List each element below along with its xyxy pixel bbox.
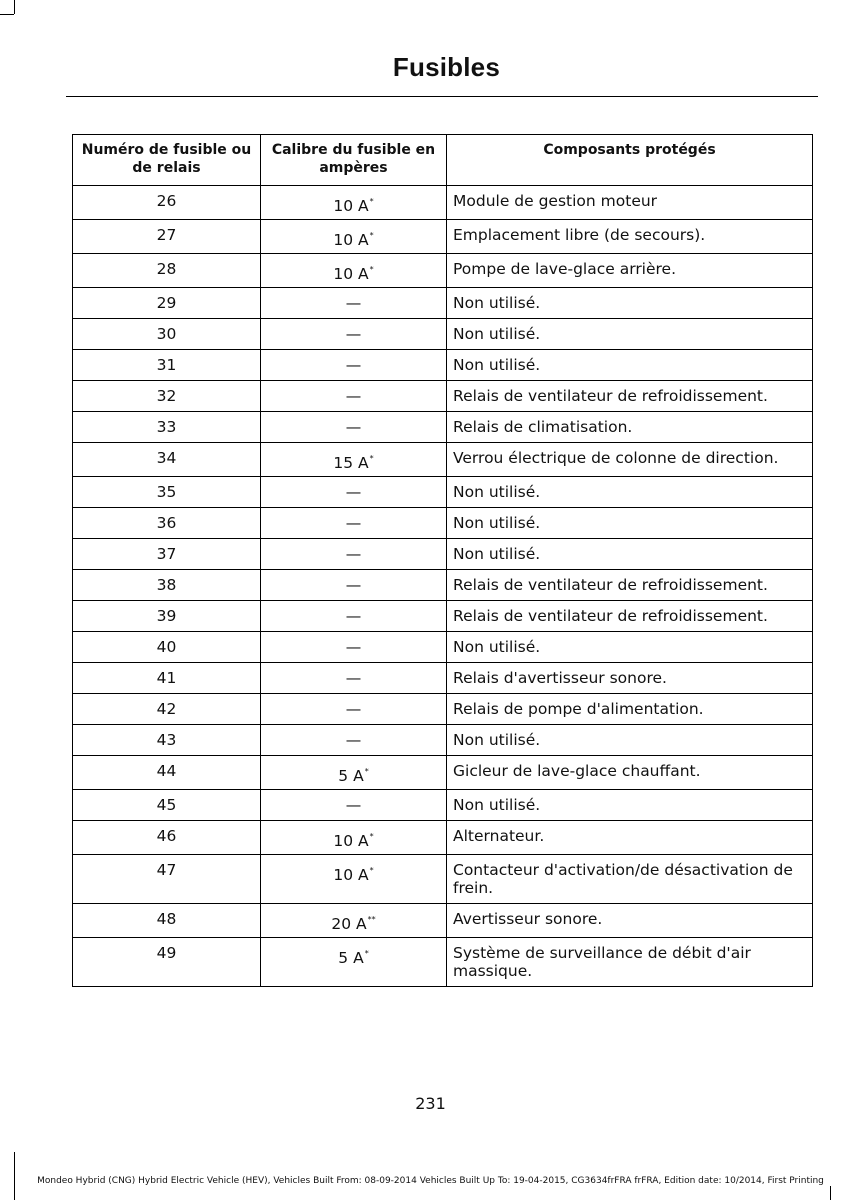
fuse-rating-cell [261, 904, 447, 938]
fuse-number-cell: 27 [73, 220, 261, 254]
table-row [73, 570, 813, 601]
fuse-rating-cell [261, 821, 447, 855]
fuse-number-cell: 41 [73, 663, 261, 694]
footnote-mark: * [369, 832, 374, 841]
fuse-rating-value: 5 A [338, 767, 364, 785]
protected-component-cell: Non utilisé. [447, 508, 813, 539]
fuse-rating-value: — [345, 325, 362, 343]
fuse-rating-value: 10 A [333, 197, 369, 215]
fuse-rating-value: — [345, 796, 362, 814]
fuse-rating-value: 10 A [333, 832, 369, 850]
fuse-rating-cell [261, 412, 447, 443]
protected-component-cell: Relais de climatisation. [447, 412, 813, 443]
table-row [73, 319, 813, 350]
fuse-rating-cell [261, 508, 447, 539]
fuse-number-cell: 39 [73, 601, 261, 632]
protected-component-cell: Verrou électrique de colonne de direction. [447, 443, 813, 477]
fuse-number-cell: 31 [73, 350, 261, 381]
protected-component-cell: Alternateur. [447, 821, 813, 855]
fuse-number-cell: 42 [73, 694, 261, 725]
fuse-rating-value: — [345, 731, 362, 749]
footnote-mark: ** [367, 915, 376, 924]
fuse-number-cell: 43 [73, 725, 261, 756]
table-header-row [73, 135, 813, 186]
fuse-rating-cell [261, 632, 447, 663]
protected-component-cell: Non utilisé. [447, 632, 813, 663]
fuse-rating-cell [261, 663, 447, 694]
table-row [73, 539, 813, 570]
fuse-rating-cell [261, 601, 447, 632]
fuse-rating-value: — [345, 607, 362, 625]
header-fuse-number: Numéro de fusible ou de relais [73, 135, 261, 186]
fuse-number-cell: 30 [73, 319, 261, 350]
fuse-number-cell: 35 [73, 477, 261, 508]
fuse-rating-value: — [345, 294, 362, 312]
fuse-rating-value: — [345, 576, 362, 594]
fuse-rating-cell [261, 855, 447, 904]
table-row [73, 412, 813, 443]
fuse-rating-cell [261, 220, 447, 254]
fuse-rating-cell [261, 477, 447, 508]
table-row [73, 186, 813, 220]
protected-component-cell: Relais d'avertisseur sonore. [447, 663, 813, 694]
protected-component-cell: Non utilisé. [447, 288, 813, 319]
crop-mark-bottom-right-v [830, 1186, 831, 1200]
fuse-rating-value: 10 A [333, 866, 369, 884]
fuse-table [72, 134, 813, 987]
table-row [73, 855, 813, 904]
crop-mark-top-left-v [14, 0, 15, 14]
table-row [73, 663, 813, 694]
fuse-rating-cell [261, 756, 447, 790]
fuse-rating-value: — [345, 514, 362, 532]
protected-component-cell: Relais de ventilateur de refroidissement. [447, 381, 813, 412]
table-row [73, 443, 813, 477]
table-row [73, 220, 813, 254]
protected-component-cell: Emplacement libre (de secours). [447, 220, 813, 254]
fuse-number-cell: 37 [73, 539, 261, 570]
fuse-number-cell: 36 [73, 508, 261, 539]
footnote-mark: * [369, 866, 374, 875]
protected-component-cell: Système de surveillance de débit d'air massique. [447, 938, 813, 987]
table-row [73, 508, 813, 539]
fuse-number-cell: 40 [73, 632, 261, 663]
fuse-number-cell: 32 [73, 381, 261, 412]
table-row [73, 288, 813, 319]
fuse-number-cell: 38 [73, 570, 261, 601]
fuse-table-body [73, 186, 813, 987]
protected-component-cell: Non utilisé. [447, 790, 813, 821]
fuse-number-cell: 44 [73, 756, 261, 790]
protected-component-cell: Relais de ventilateur de refroidissement. [447, 570, 813, 601]
protected-component-cell: Non utilisé. [447, 725, 813, 756]
fuse-number-cell: 33 [73, 412, 261, 443]
fuse-rating-value: — [345, 387, 362, 405]
fuse-rating-value: 10 A [333, 265, 369, 283]
crop-mark-top-left-h [0, 14, 14, 15]
fuse-rating-value: — [345, 669, 362, 687]
protected-component-cell: Pompe de lave-glace arrière. [447, 254, 813, 288]
protected-component-cell: Non utilisé. [447, 539, 813, 570]
table-row [73, 477, 813, 508]
protected-component-cell: Relais de pompe d'alimentation. [447, 694, 813, 725]
fuse-rating-value: — [345, 356, 362, 374]
fuse-rating-cell [261, 539, 447, 570]
fuse-number-cell: 26 [73, 186, 261, 220]
footnote-mark: * [369, 231, 374, 240]
table-row [73, 790, 813, 821]
table-row [73, 938, 813, 987]
page-footer: Mondeo Hybrid (CNG) Hybrid Electric Vehicle (HEV), Vehicles Built From: 08-09-2014 Vehicles Built Up To: 19-04-2015, CG3634frFRA frFRA, Edition date: 10/2014, First Printing [37, 1176, 824, 1186]
fuse-rating-value: — [345, 483, 362, 501]
table-row [73, 821, 813, 855]
table-row [73, 904, 813, 938]
footnote-mark: * [369, 265, 374, 274]
header-protected-components: Composants protégés [447, 135, 813, 186]
fuse-number-cell: 49 [73, 938, 261, 987]
fuse-rating-cell [261, 443, 447, 477]
protected-component-cell: Non utilisé. [447, 350, 813, 381]
table-row [73, 725, 813, 756]
page-number: 231 [415, 1094, 446, 1113]
fuse-number-cell: 28 [73, 254, 261, 288]
fuse-rating-value: — [345, 545, 362, 563]
fuse-rating-value: — [345, 638, 362, 656]
title-divider [66, 96, 818, 97]
table-row [73, 694, 813, 725]
header-fuse-rating: Calibre du fusible en ampères [261, 135, 447, 186]
fuse-rating-cell [261, 319, 447, 350]
fuse-rating-value: 5 A [338, 949, 364, 967]
page-title: Fusibles [392, 52, 500, 82]
fuse-number-cell: 47 [73, 855, 261, 904]
fuse-rating-value: 10 A [333, 231, 369, 249]
footnote-mark: * [369, 454, 374, 463]
protected-component-cell: Gicleur de lave-glace chauffant. [447, 756, 813, 790]
table-row [73, 350, 813, 381]
fuse-rating-cell [261, 288, 447, 319]
fuse-rating-cell [261, 938, 447, 987]
fuse-number-cell: 34 [73, 443, 261, 477]
fuse-rating-cell [261, 381, 447, 412]
fuse-rating-cell [261, 186, 447, 220]
fuse-rating-value: — [345, 418, 362, 436]
table-row [73, 632, 813, 663]
footnote-mark: * [369, 197, 374, 206]
protected-component-cell: Module de gestion moteur [447, 186, 813, 220]
fuse-rating-cell [261, 254, 447, 288]
table-row [73, 756, 813, 790]
table-row [73, 601, 813, 632]
fuse-number-cell: 46 [73, 821, 261, 855]
footnote-mark: * [364, 767, 369, 776]
fuse-number-cell: 29 [73, 288, 261, 319]
fuse-rating-value: 20 A [331, 915, 367, 933]
fuse-number-cell: 45 [73, 790, 261, 821]
fuse-rating-cell [261, 570, 447, 601]
fuse-number-cell: 48 [73, 904, 261, 938]
fuse-rating-cell [261, 790, 447, 821]
protected-component-cell: Non utilisé. [447, 319, 813, 350]
protected-component-cell: Contacteur d'activation/de désactivation de frein. [447, 855, 813, 904]
fuse-rating-value: — [345, 700, 362, 718]
table-row [73, 381, 813, 412]
protected-component-cell: Avertisseur sonore. [447, 904, 813, 938]
fuse-rating-cell [261, 694, 447, 725]
footnote-mark: * [364, 949, 369, 958]
fuse-rating-cell [261, 350, 447, 381]
fuse-rating-cell [261, 725, 447, 756]
protected-component-cell: Relais de ventilateur de refroidissement. [447, 601, 813, 632]
fuse-rating-value: 15 A [333, 454, 369, 472]
protected-component-cell: Non utilisé. [447, 477, 813, 508]
table-row [73, 254, 813, 288]
